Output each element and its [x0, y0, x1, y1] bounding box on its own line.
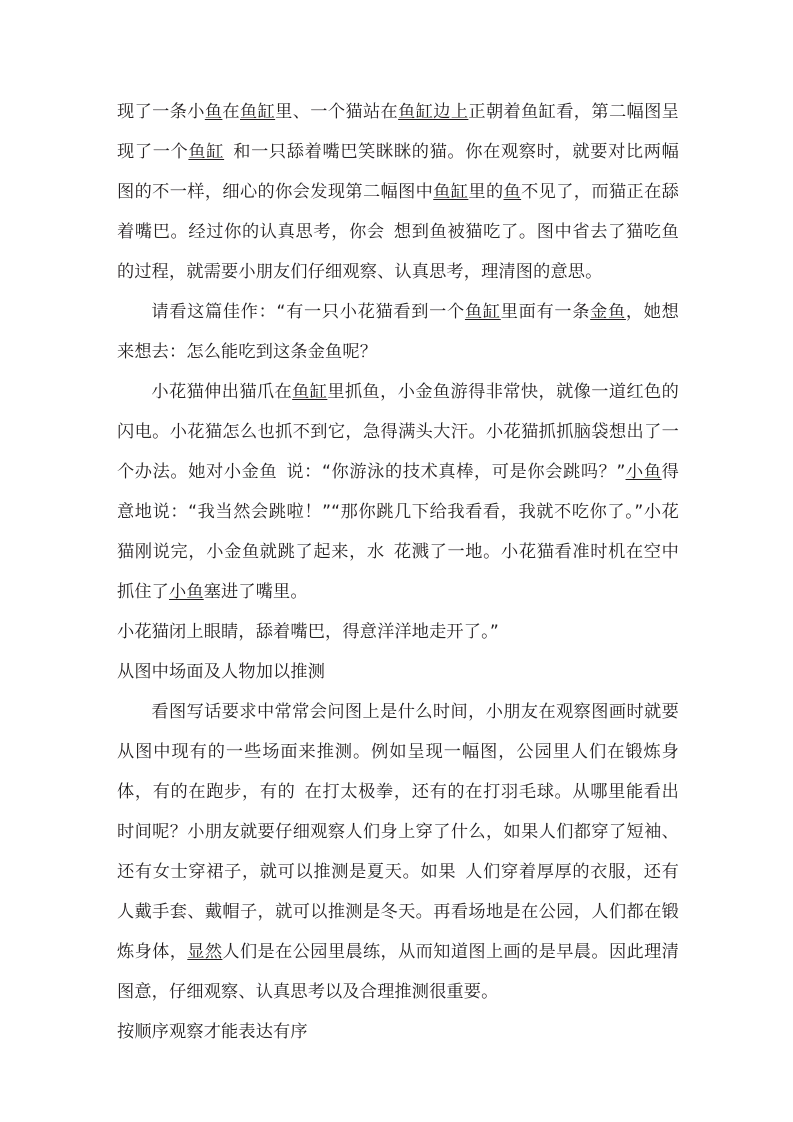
- section-heading-1: 从图中场面及人物加以推测: [117, 662, 326, 682]
- spellcheck-underline: 鱼缸: [188, 142, 225, 162]
- spellcheck-underline: 鱼缸: [240, 102, 276, 122]
- spellcheck-underline: 鱼缸边上: [398, 102, 469, 122]
- spellcheck-underline: 鱼: [204, 102, 223, 122]
- spellcheck-underline: 小鱼: [625, 462, 662, 482]
- spellcheck-underline: 鱼: [503, 182, 522, 202]
- paragraph-3: 小花猫伸出猫爪在鱼缸里抓鱼，小金鱼游得非常快，就像一道红色的闪电。小花猫怎么也抓不到它，急得满头大汗。小花猫抓抓脑袋想出了一个办法。她对小金鱼 说：“你游泳的技术真棒，可是你会跳吗？”小鱼得意地说：“我当然会跳啦！”“那你跳几下给我看看，我就不吃你了。”小花猫刚说完，小金鱼就跳了起来，水 花溅了一地。小花猫看准时机在空中抓住了小鱼塞进了嘴里。: [117, 382, 679, 602]
- document-text-body: [117, 92, 679, 1052]
- spellcheck-underline: 显然: [187, 942, 223, 962]
- spellcheck-underline: 鱼缸: [292, 382, 328, 402]
- paragraph-4: 小花猫闭上眼睛，舔着嘴巴，得意洋洋地走开了。”: [117, 622, 499, 642]
- paragraph-5: 看图写话要求中常常会问图上是什么时间，小朋友在观察图画时就要从图中现有的一些场面来推测。例如呈现一幅图，公园里人们在锻炼身体，有的在跑步，有的 在打太极拳，还有的在打羽毛球。从哪里能看出时间呢？小朋友就要仔细观察人们身上穿了什么，如果人们都穿了短袖、还有女士穿裙子，就可以推测是夏天。如果 人们穿着厚厚的衣服，还有人戴手套、戴帽子，就可以推测是冬天。再看场地是在公园，人们都在锻炼身体，显然人们是在公园里晨练，从而知道图上画的是早晨。因此理清图意，仔细观察、认真思考以及合理推测很重要。: [117, 702, 679, 1002]
- paragraph-1: 现了一条小鱼在鱼缸里、一个猫站在鱼缸边上正朝着鱼缸看，第二幅图呈现了一个鱼缸 和一只舔着嘴巴笑眯眯的猫。你在观察时，就要对比两幅图的不一样，细心的你会发现第二幅图中鱼缸里的鱼不见了，而猫正在舔着嘴巴。经过你的认真思考，你会 想到鱼被猫吃了。图中省去了猫吃鱼的过程，就需要小朋友们仔细观察、认真思考，理清图的意思。: [117, 102, 679, 282]
- spellcheck-underline: 金鱼: [590, 302, 626, 322]
- spellcheck-underline: 小鱼: [169, 582, 204, 602]
- spellcheck-underline: 鱼缸: [433, 182, 469, 202]
- paragraph-2: 请看这篇佳作：“有一只小花猫看到一个鱼缸里面有一条金鱼，她想来想去：怎么能吃到这条金鱼呢？: [117, 302, 679, 362]
- section-heading-2: 按顺序观察才能表达有序: [117, 1022, 308, 1042]
- spellcheck-underline: 鱼缸: [464, 302, 501, 322]
